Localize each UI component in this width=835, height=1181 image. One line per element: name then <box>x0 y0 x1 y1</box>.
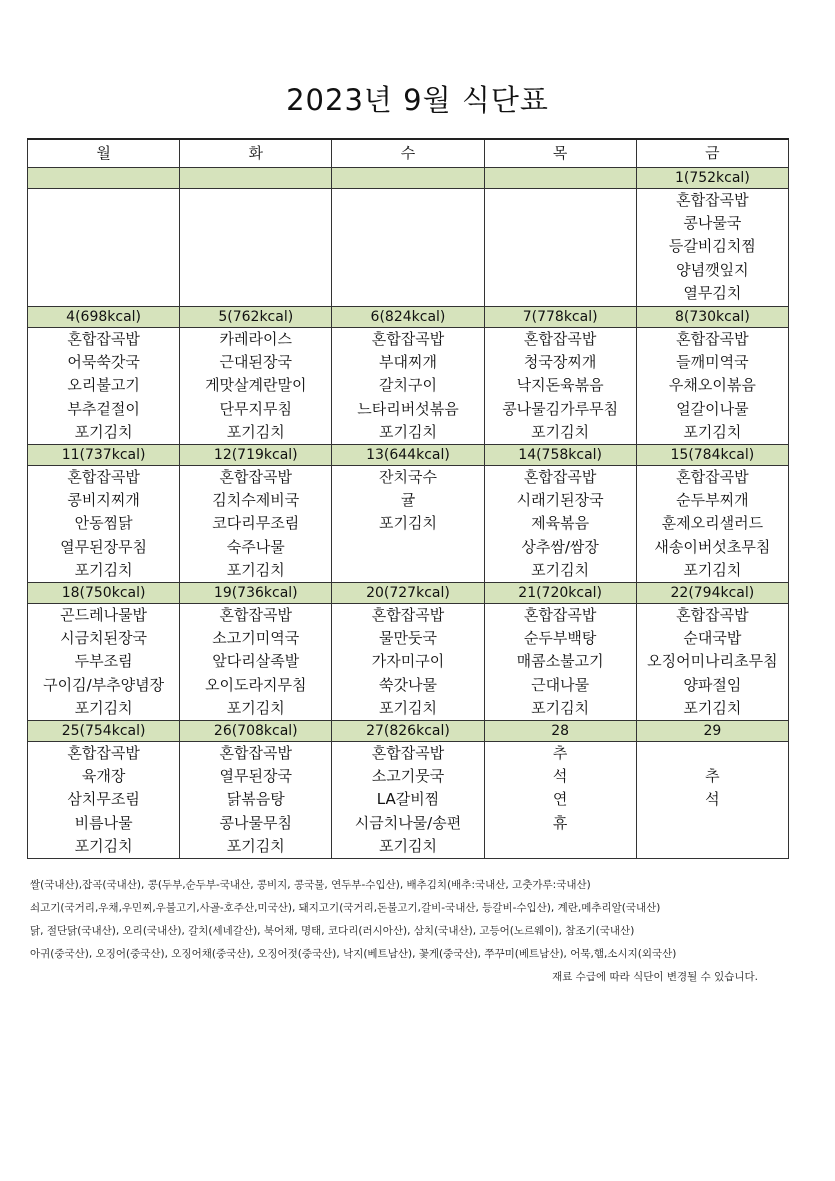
menu-item: 게맛살계란말이 <box>205 376 307 395</box>
menu-item: 곤드레나물밥 <box>60 606 148 624</box>
date-cell: 15(784kcal) <box>636 445 788 466</box>
menu-item: LA갈비찜 <box>376 790 440 809</box>
menu-item: 포기김치 <box>74 560 133 579</box>
menu-item: 열무김치 <box>683 283 742 302</box>
menu-item: 새송이버섯초무침 <box>654 537 771 556</box>
menu-item: 잔치국수 <box>378 468 437 486</box>
menu-item: 석 <box>552 767 568 786</box>
menu-item: 혼합잡곡밥 <box>371 606 445 624</box>
menu-item: 소고기미역국 <box>212 629 300 648</box>
menu-item: 상추쌈/쌈장 <box>521 537 599 556</box>
menu-item: 코다리무조림 <box>212 514 300 533</box>
date-cell: 7(778kcal) <box>484 307 636 328</box>
menu-item: 포기김치 <box>74 698 133 717</box>
weekday-header-row <box>28 139 789 168</box>
date-row <box>28 583 789 604</box>
menu-cell <box>636 742 788 859</box>
menu-item: 혼합잡곡밥 <box>371 330 445 348</box>
menu-item: 갈치구이 <box>378 376 437 395</box>
menu-item: 혼합잡곡밥 <box>67 468 140 486</box>
origin-note: 닭, 절단닭(국내산), 오리(국내산), 갈치(세네갈산), 북어채, 명태, 코다리(러시아산), 삼치(국내산), 고등어(노르웨이), 참조기(국내산) <box>30 925 635 937</box>
menu-item: 부대찌개 <box>378 353 437 372</box>
origin-note: 아귀(중국산), 오징어(중국산), 오징어채(중국산), 오징어젓(중국산), 낙지(베트남산), 꽃게(중국산), 쭈꾸미(베트남산), 어묵,햄,소시지(외국산) <box>30 948 677 960</box>
weekday-header: 목 <box>484 139 636 168</box>
date-cell: 1(752kcal) <box>636 168 788 189</box>
menu-item: 콩비지찌개 <box>67 491 140 510</box>
menu-item: 근대된장국 <box>219 353 292 372</box>
menu-cell <box>180 189 332 307</box>
menu-item: 소고기뭇국 <box>371 767 445 786</box>
menu-item: 순대국밥 <box>683 629 742 648</box>
date-cell: 4(698kcal) <box>28 307 180 328</box>
menu-item: 어묵쑥갓국 <box>67 353 140 372</box>
menu-cell <box>332 742 484 859</box>
menu-item: 들깨미역국 <box>676 353 749 372</box>
date-row <box>28 721 789 742</box>
menu-item: 근대나물 <box>531 675 590 694</box>
menu-item: 포기김치 <box>378 698 437 717</box>
menu-item: 휴 <box>552 813 568 832</box>
date-cell: 13(644kcal) <box>332 445 484 466</box>
menu-item: 단무지무침 <box>219 399 292 418</box>
menu-row <box>28 189 789 307</box>
date-cell: 11(737kcal) <box>28 445 180 466</box>
menu-cell <box>484 189 636 307</box>
menu-cell <box>484 604 636 721</box>
menu-cell <box>636 466 788 583</box>
menu-cell <box>28 466 180 583</box>
menu-cell <box>636 604 788 721</box>
menu-cell <box>332 328 484 445</box>
date-cell: 12(719kcal) <box>180 445 332 466</box>
menu-item: 구이김/부추양념장 <box>43 675 165 694</box>
menu-cell <box>180 604 332 721</box>
menu-item: 혼합잡곡밥 <box>219 468 292 486</box>
date-cell <box>180 168 332 189</box>
date-row <box>28 445 789 466</box>
date-cell: 18(750kcal) <box>28 583 180 604</box>
menu-item: 혼합잡곡밥 <box>219 606 292 624</box>
weekday-header: 화 <box>180 139 332 168</box>
menu-item: 양파절임 <box>683 675 742 694</box>
menu-cell <box>332 189 484 307</box>
menu-item: 청국장찌개 <box>523 353 597 372</box>
date-cell <box>28 168 180 189</box>
menu-item: 훈제오리샐러드 <box>661 514 764 533</box>
menu-item: 카레라이스 <box>219 330 292 348</box>
menu-item: 혼합잡곡밥 <box>676 606 749 624</box>
date-cell: 8(730kcal) <box>636 307 788 328</box>
menu-item: 혼합잡곡밥 <box>67 744 140 762</box>
menu-item: 콩나물국 <box>683 214 742 233</box>
menu-cell <box>28 328 180 445</box>
menu-item: 순두부찌개 <box>676 491 749 510</box>
menu-item: 혼합잡곡밥 <box>676 468 749 486</box>
menu-item: 포기김치 <box>683 698 742 717</box>
menu-item: 비름나물 <box>74 813 133 832</box>
menu-item: 오징어미나리초무침 <box>647 652 778 671</box>
menu-item: 혼합잡곡밥 <box>523 606 597 624</box>
origin-note: 쌀(국내산),잡곡(국내산), 콩(두부,순두부-국내산, 콩비지, 콩국물, 연두부-수입산), 배추김치(배추:국내산, 고춧가루:국내산) <box>30 879 591 891</box>
menu-item: 연 <box>552 790 568 809</box>
menu-item: 혼합잡곡밥 <box>371 744 445 762</box>
origin-notes <box>30 874 790 989</box>
date-cell: 21(720kcal) <box>484 583 636 604</box>
menu-item: 혼합잡곡밥 <box>523 468 597 486</box>
menu-item: 닭볶음탕 <box>226 790 285 809</box>
menu-item: 낙지돈육볶음 <box>516 376 604 395</box>
menu-item: 열무된장국 <box>219 767 292 786</box>
menu-item: 열무된장무침 <box>60 537 148 556</box>
date-cell: 22(794kcal) <box>636 583 788 604</box>
menu-item: 앞다리살족발 <box>212 652 300 671</box>
date-cell: 29 <box>636 721 788 742</box>
menu-item: 두부조림 <box>74 652 133 671</box>
date-cell: 28 <box>484 721 636 742</box>
menu-item: 숙주나물 <box>226 537 285 556</box>
menu-item: 포기김치 <box>378 514 437 533</box>
menu-item: 혼합잡곡밥 <box>676 191 749 209</box>
menu-row <box>28 466 789 583</box>
weekday-header: 금 <box>636 139 788 168</box>
menu-cell <box>28 742 180 859</box>
origin-note: 쇠고기(국거리,우채,우민찌,우불고기,사골-호주산,미국산), 돼지고기(국거리,돈불고기,갈비-국내산, 등갈비-수입산), 계란,메추리알(국내산) <box>30 902 661 914</box>
date-cell: 25(754kcal) <box>28 721 180 742</box>
date-cell: 27(826kcal) <box>332 721 484 742</box>
menu-cell <box>180 466 332 583</box>
menu-item: 콩나물김가루무침 <box>502 399 619 418</box>
menu-item: 육개장 <box>81 767 126 786</box>
menu-item: 쑥갓나물 <box>378 675 437 694</box>
date-cell: 6(824kcal) <box>332 307 484 328</box>
weekday-header: 월 <box>28 139 180 168</box>
menu-item: 물만둣국 <box>378 629 437 648</box>
menu-cell <box>28 189 180 307</box>
menu-item: 순두부백탕 <box>523 629 597 648</box>
menu-item: 우채오이볶음 <box>668 376 756 395</box>
menu-item: 혼합잡곡밥 <box>676 330 749 348</box>
menu-cell <box>636 189 788 307</box>
menu-item: 포기김치 <box>683 560 742 579</box>
weekday-header: 수 <box>332 139 484 168</box>
menu-table <box>27 138 789 859</box>
menu-item: 부추겉절이 <box>67 399 140 418</box>
date-cell: 26(708kcal) <box>180 721 332 742</box>
menu-row <box>28 604 789 721</box>
date-row <box>28 307 789 328</box>
menu-item: 혼합잡곡밥 <box>67 330 140 348</box>
menu-item: 추 <box>552 744 568 762</box>
menu-cell <box>332 466 484 583</box>
menu-item: 제육볶음 <box>531 514 590 533</box>
menu-item: 혼합잡곡밥 <box>523 330 597 348</box>
menu-row <box>28 742 789 859</box>
date-cell <box>332 168 484 189</box>
page-title: 2023년 9월 식단표 <box>286 83 549 117</box>
menu-item: 느타리버섯볶음 <box>357 399 459 418</box>
menu-item: 포기김치 <box>74 836 133 855</box>
menu-item: 콩나물무침 <box>219 813 292 832</box>
menu-item: 포기김치 <box>226 698 285 717</box>
menu-item: 등갈비김치찜 <box>668 237 756 256</box>
menu-cell <box>636 328 788 445</box>
menu-item: 얼갈이나물 <box>676 399 749 418</box>
menu-item: 포기김치 <box>531 422 590 441</box>
menu-item: 포기김치 <box>378 422 437 441</box>
menu-item: 안동찜닭 <box>74 514 133 533</box>
menu-item: 혼합잡곡밥 <box>219 744 292 762</box>
menu-item: 포기김치 <box>226 836 285 855</box>
menu-item: 오이도라지무침 <box>205 675 307 694</box>
menu-item: 오리불고기 <box>67 376 140 395</box>
menu-cell <box>180 328 332 445</box>
date-row <box>28 168 789 189</box>
menu-item: 추 <box>705 767 720 786</box>
menu-item: 석 <box>705 790 720 809</box>
menu-item: 가자미구이 <box>371 652 445 671</box>
menu-row <box>28 328 789 445</box>
menu-item: 시래기된장국 <box>516 491 604 510</box>
menu-cell <box>484 328 636 445</box>
date-cell: 19(736kcal) <box>180 583 332 604</box>
date-cell: 5(762kcal) <box>180 307 332 328</box>
menu-cell <box>28 604 180 721</box>
menu-item: 포기김치 <box>531 560 590 579</box>
menu-item <box>637 742 788 765</box>
menu-item: 포기김치 <box>378 836 437 855</box>
menu-item: 매콤소불고기 <box>516 652 604 671</box>
menu-cell <box>332 604 484 721</box>
menu-item: 포기김치 <box>226 422 285 441</box>
menu-cell <box>484 742 636 859</box>
menu-item: 시금치된장국 <box>60 629 148 648</box>
menu-item: 삼치무조림 <box>67 790 140 809</box>
date-cell: 14(758kcal) <box>484 445 636 466</box>
menu-item: 귤 <box>400 491 416 510</box>
menu-cell <box>484 466 636 583</box>
date-cell: 20(727kcal) <box>332 583 484 604</box>
date-cell <box>484 168 636 189</box>
menu-item: 양념깻잎지 <box>676 260 749 279</box>
menu-item: 포기김치 <box>683 422 742 441</box>
menu-item: 김치수제비국 <box>212 491 300 510</box>
menu-item: 포기김치 <box>531 698 590 717</box>
menu-change-note: 재료 수급에 따라 식단이 변경될 수 있습니다. <box>552 971 758 983</box>
menu-item: 시금치나물/송편 <box>354 813 462 832</box>
menu-item: 포기김치 <box>226 560 285 579</box>
menu-cell <box>180 742 332 859</box>
menu-item: 포기김치 <box>74 422 133 441</box>
